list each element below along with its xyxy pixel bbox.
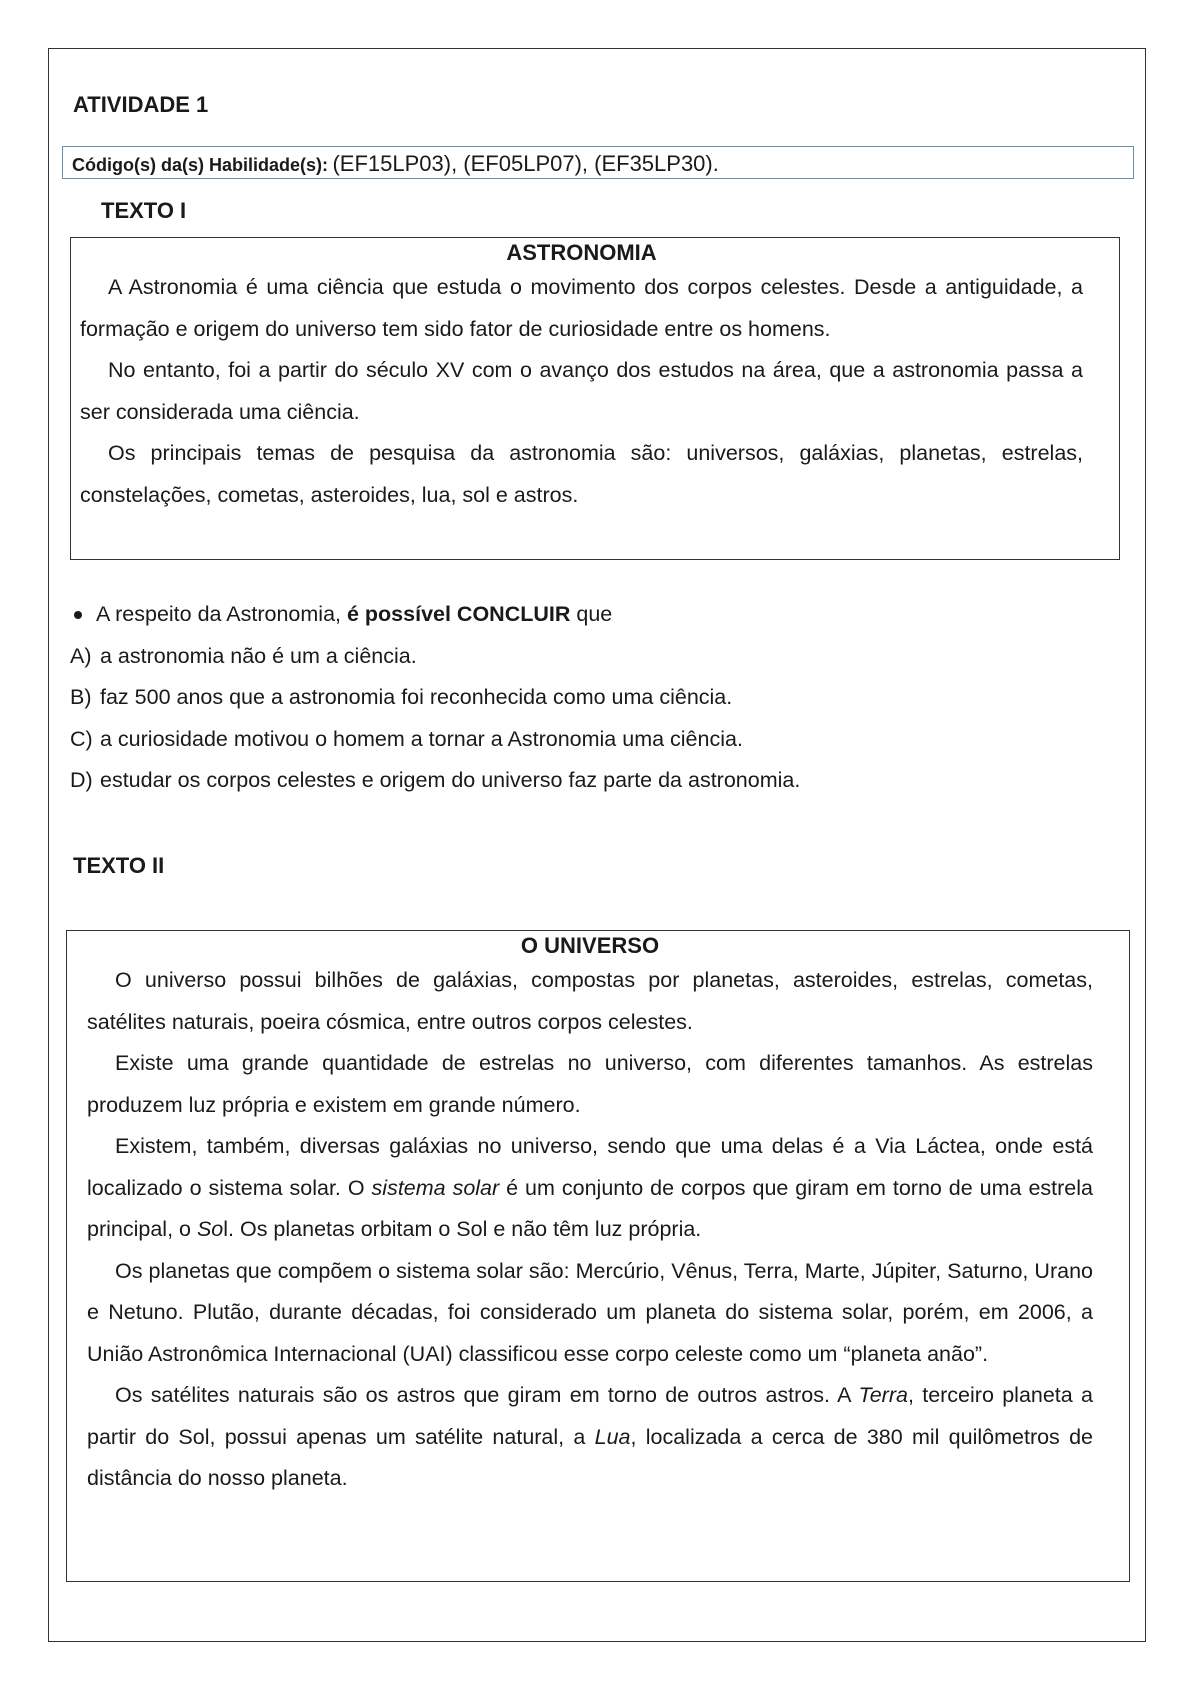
activity-title: ATIVIDADE 1: [73, 92, 209, 117]
text2-p3-italic: sistema solar: [371, 1175, 500, 1200]
skills-label: Código(s) da(s) Habilidade(s):: [72, 155, 328, 175]
option-text: a curiosidade motivou o homem a tornar a Astronomia uma ciência.: [100, 726, 743, 751]
question-stem-emphasis: é possível CONCLUIR: [346, 602, 571, 626]
option-c[interactable]: [70, 719, 1130, 761]
option-d[interactable]: [70, 760, 1130, 802]
text2-p5-part: , localizada a cerca de 380 mil quilômetros de distância do nosso planeta.: [87, 1424, 1093, 1490]
text1-title: ASTRONOMIA: [506, 240, 657, 265]
text2-p3-part: l. Os planetas orbitam o Sol e não têm luz própria.: [223, 1217, 702, 1241]
text2-paragraph: [87, 1375, 1093, 1500]
option-letter: A): [70, 643, 92, 668]
text2-box: [66, 930, 1130, 1582]
text2-p3-italic: So: [196, 1217, 224, 1241]
text2-p5-part: , terceiro planeta a partir do Sol, possui apenas um satélite natural, a: [87, 1383, 1093, 1449]
question: [70, 594, 1130, 802]
option-letter: D): [70, 768, 93, 792]
option-text: faz 500 anos que a astronomia foi reconhecida como uma ciência.: [100, 685, 733, 709]
option-text: estudar os corpos celestes e origem do universo faz parte da astronomia.: [100, 768, 801, 792]
question-stem-text: A respeito da Astronomia,: [96, 602, 347, 626]
text1-box: [70, 237, 1120, 560]
text2-paragraph: [87, 1126, 1093, 1251]
option-letter: C): [70, 726, 93, 751]
text2-p3-part: é um conjunto de corpos que giram em torno de uma estrela principal, o: [87, 1175, 1093, 1241]
text2-p3-part: Existem, também, diversas galáxias no universo, sendo que uma delas é a Via Láctea, onde está localizado o sistema solar. O: [87, 1134, 1093, 1200]
text2-heading: TEXTO II: [73, 853, 165, 878]
text1-heading: TEXTO I: [101, 198, 187, 223]
text2-paragraph: Existe uma grande quantidade de estrelas no universo, com diferentes tamanhos. As estrelas produzem luz própria e existem em grande número.: [87, 1051, 1093, 1117]
text2-p5-part: Os satélites naturais são os astros que giram em torno de outros astros. A: [115, 1383, 859, 1407]
text2-paragraph: O universo possui bilhões de galáxias, compostas por planetas, asteroides, estrelas, cometas, satélites naturais, poeira cósmica, entre outros corpos celestes.: [87, 968, 1093, 1034]
text1-paragraph: A Astronomia é uma ciência que estuda o movimento dos corpos celestes. Desde a antiguidade, a formação e origem do universo tem sido fator de curiosidade entre os homens.: [80, 275, 1083, 341]
bullet-icon: [74, 611, 82, 619]
option-letter: B): [70, 685, 92, 709]
skills-codes: (EF15LP03), (EF05LP07), (EF35LP30).: [332, 151, 719, 176]
text2-title: O UNIVERSO: [520, 933, 660, 958]
text1-paragraph: Os principais temas de pesquisa da astronomia são: universos, galáxias, planetas, estrelas, constelações, cometas, asteroides, lua, sol e astros.: [80, 441, 1083, 507]
option-text: a astronomia não é um a ciência.: [100, 643, 417, 668]
text2-p5-italic: Lua: [594, 1424, 631, 1449]
text2-p5-italic: Terra: [858, 1383, 908, 1407]
option-b[interactable]: [70, 677, 1130, 719]
text2-paragraph: Os planetas que compõem o sistema solar são: Mercúrio, Vênus, Terra, Marte, Júpiter, Saturno, Urano e Netuno. Plutão, durante décadas, foi considerado um planeta do sistema solar, porém, em 2006, a União Astronômica Internacional (UAI) classificou esse corpo celeste como um “planeta anão”.: [87, 1258, 1093, 1366]
text1-paragraph: No entanto, foi a partir do século XV com o avanço dos estudos na área, que a astronomia passa a ser considerada uma ciência.: [80, 358, 1083, 424]
question-stem: [70, 594, 1130, 636]
skills-code-box: [62, 146, 1134, 179]
question-stem-end: que: [570, 602, 613, 626]
option-a[interactable]: [70, 636, 1130, 678]
